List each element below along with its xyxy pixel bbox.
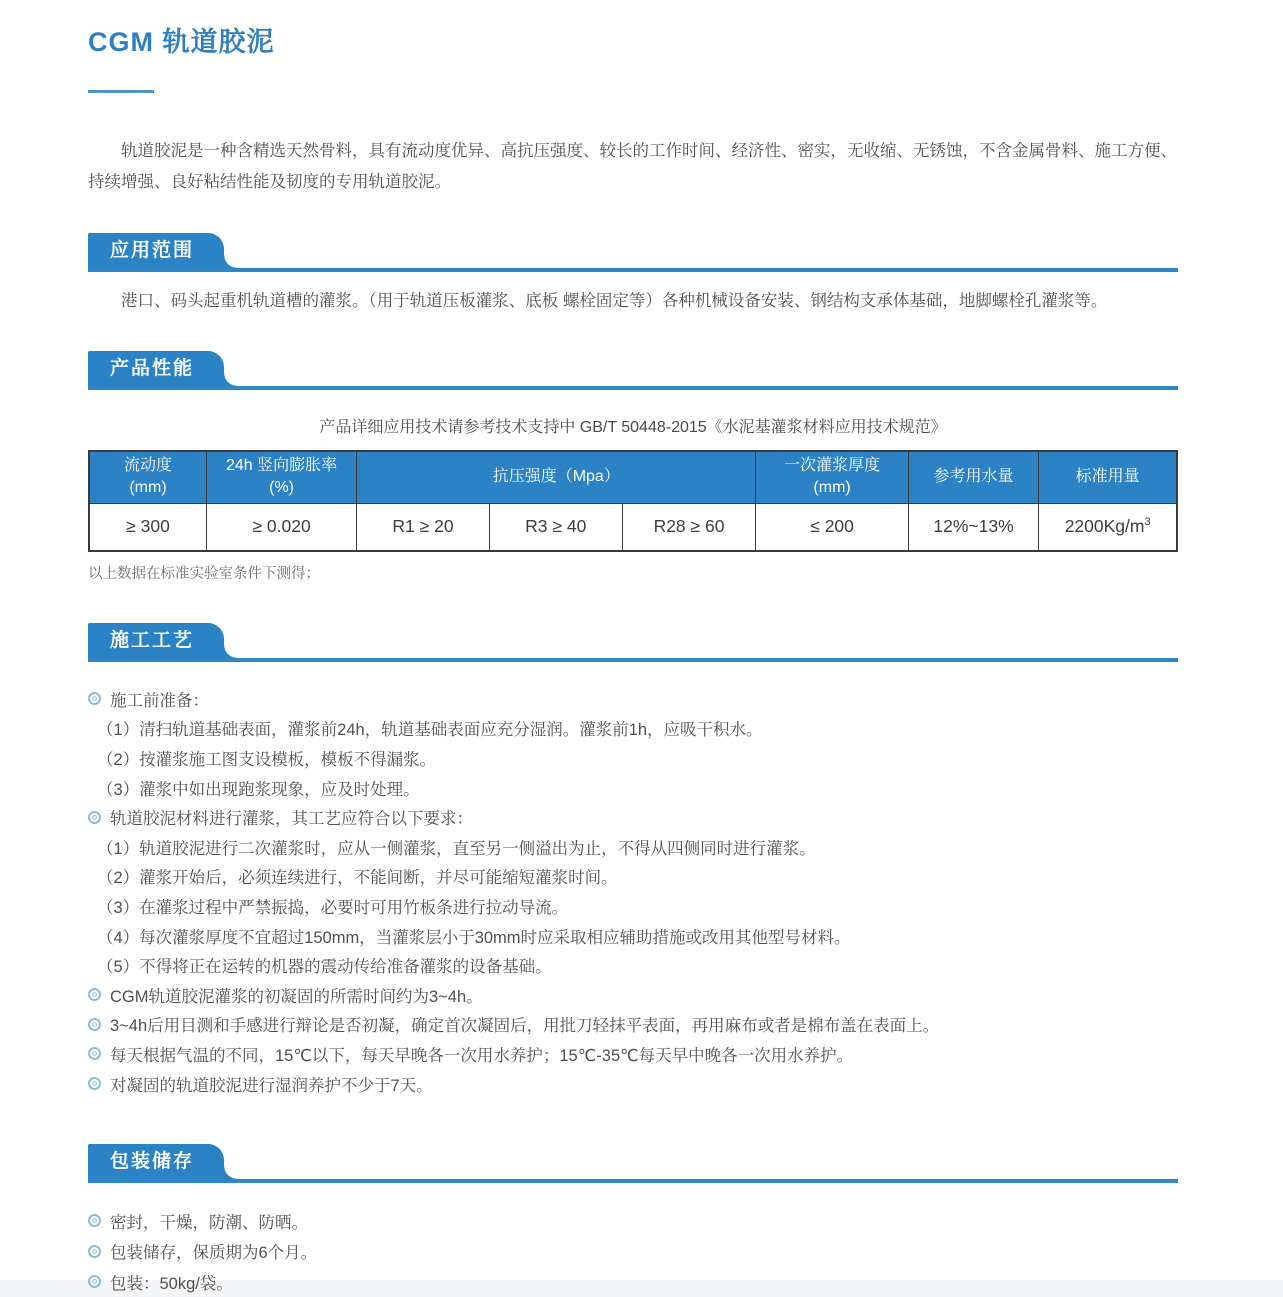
- ring-bullet-icon: [88, 1245, 101, 1258]
- performance-table: [88, 450, 1178, 552]
- col-header-standard-dosage: 标准用量: [1039, 451, 1177, 503]
- process-item-text: （5）不得将正在运转的机器的震动传给准备灌浆的设备基础。: [97, 958, 552, 977]
- process-list: [88, 684, 1178, 1098]
- table-row: [89, 503, 1177, 551]
- section-tab-packaging-label: 包装储存: [110, 1151, 195, 1173]
- process-item-text: 3~4h后用目测和手感进行辩论是否初凝，确定首次凝固后，用批刀轻抹平表面，再用麻布或者是棉布盖在表面上。: [110, 1017, 940, 1036]
- cell-strength-r1: R1 ≥ 20: [357, 503, 490, 551]
- process-item: [88, 743, 1178, 773]
- ring-bullet-icon: [88, 988, 101, 1001]
- ring-bullet-icon: [88, 1214, 101, 1227]
- process-item-text: （1）轨道胶泥进行二次灌浆时，应从一侧灌浆，直至另一侧溢出为止，不得从四侧同时进行灌浆。: [97, 839, 816, 858]
- packaging-item: [88, 1205, 1178, 1236]
- cell-strength-r3: R3 ≥ 40: [489, 503, 622, 551]
- cell-strength-r28: R28 ≥ 60: [622, 503, 756, 551]
- ring-bullet-icon: [88, 1275, 101, 1288]
- col-header-water-ratio: 参考用水量: [908, 451, 1039, 503]
- process-item-text: 施工前准备：: [110, 691, 209, 710]
- section-tab-process-label: 施工工艺: [110, 630, 195, 651]
- packaging-item-text: 密封，干燥，防潮、防晒。: [110, 1213, 308, 1232]
- cell-expansion: ≥ 0.020: [207, 503, 357, 551]
- cell-fluidity: ≥ 300: [89, 503, 207, 551]
- packaging-item-text: 包装储存，保质期为6个月。: [110, 1244, 318, 1263]
- col-header-fluidity: 流动度 (mm): [89, 451, 207, 503]
- section-tab-process: [88, 623, 224, 658]
- process-item: [88, 1069, 1178, 1099]
- ring-bullet-icon: [88, 692, 101, 705]
- page-title: CGM 轨道胶泥: [88, 27, 275, 57]
- process-item-text: （2）按灌浆施工图支设模板，模板不得漏浆。: [97, 750, 437, 769]
- title-underline: [88, 90, 154, 93]
- section-tab-application: [88, 233, 224, 268]
- process-item: [88, 802, 1178, 832]
- ring-bullet-icon: [88, 1018, 101, 1031]
- performance-table-header: [89, 451, 1177, 503]
- packaging-item: [88, 1266, 1178, 1297]
- section-header-application: [88, 233, 1178, 272]
- process-item-text: 每天根据气温的不同，15℃以下，每天早晚各一次用水养护；15℃-35℃每天早中晚各一次用水养护。: [110, 1046, 854, 1065]
- application-body-text: 港口、码头起重机轨道槽的灌浆。（用于轨道压板灌浆、底板 螺栓固定等）各种机械设备安装、钢结构支承体基础，地脚螺栓孔灌浆等。: [121, 292, 1108, 310]
- performance-table-body: [89, 503, 1177, 551]
- packaging-list: [88, 1205, 1178, 1297]
- section-header-packaging: [88, 1144, 1178, 1183]
- process-item-text: （4）每次灌浆厚度不宜超过150mm，当灌浆层小于30mm时应采取相应辅助措施或改用其他型号材料。: [97, 928, 851, 947]
- packaging-item-text: 包装：50kg/袋。: [110, 1274, 233, 1293]
- process-item: [88, 1039, 1178, 1069]
- process-item-text: CGM轨道胶泥灌浆的初凝固的所需时间约为3~4h。: [110, 987, 483, 1006]
- cell-standard-dosage: $2200Kg/m^3$: [1039, 503, 1177, 551]
- process-item: [88, 862, 1178, 892]
- process-item-text: （3）灌浆中如出现跑浆现象，应及时处理。: [97, 780, 420, 799]
- process-item-text: （1）清扫轨道基础表面，灌浆前24h，轨道基础表面应充分湿润。灌浆前1h，应吸干积水。: [97, 721, 763, 740]
- process-item-text: 轨道胶泥材料进行灌浆，其工艺应符合以下要求：: [110, 810, 473, 829]
- section-tab-performance-label: 产品性能: [110, 358, 195, 379]
- process-item: [88, 1010, 1178, 1040]
- process-item: [88, 950, 1178, 980]
- packaging-item: [88, 1236, 1178, 1267]
- process-item-text: （2）灌浆开始后，必须连续进行，不能间断，并尽可能缩短灌浆时间。: [97, 869, 618, 888]
- process-item: [88, 891, 1178, 921]
- process-item: [88, 773, 1178, 803]
- col-header-grout-thickness: 一次灌浆厚度 (mm): [756, 451, 908, 503]
- cell-water-ratio: 12%~13%: [908, 503, 1039, 551]
- section-tab-application-label: 应用范围: [110, 240, 195, 261]
- process-item-text: 对凝固的轨道胶泥进行湿润养护不少于7天。: [110, 1076, 433, 1095]
- col-header-expansion: 24h 竖向膨胀率 (%): [207, 451, 357, 503]
- col-header-compressive-strength: 抗压强度（Mpa）: [357, 451, 756, 503]
- performance-standard-note: 产品详细应用技术请参考技术支持中 GB/T 50448-2015《水泥基灌浆材料应用技术规范》: [319, 419, 947, 436]
- intro-paragraph: 轨道胶泥是一种含精选天然骨料，具有流动度优异、高抗压强度、较长的工作时间、经济性、密实，无收缩、无锈蚀，不含金属骨料、施工方便、持续增强、良好粘结性能及韧度的专用轨道胶泥。: [88, 142, 1177, 191]
- process-item: [88, 980, 1178, 1010]
- ring-bullet-icon: [88, 1047, 101, 1060]
- process-item: [88, 714, 1178, 744]
- table-footnote: 以上数据在标准实验室条件下测得；: [88, 566, 320, 582]
- section-header-performance: [88, 351, 1178, 390]
- process-item: [88, 921, 1178, 951]
- process-item: [88, 684, 1178, 714]
- ring-bullet-icon: [88, 1077, 101, 1090]
- section-tab-packaging: [88, 1144, 224, 1179]
- process-item: [88, 832, 1178, 862]
- ring-bullet-icon: [88, 811, 101, 824]
- section-tab-performance: [88, 351, 224, 386]
- section-header-process: [88, 623, 1178, 662]
- process-item-text: （3）在灌浆过程中严禁振捣，必要时可用竹板条进行拉动导流。: [97, 898, 569, 917]
- cell-thickness: ≤ 200: [756, 503, 908, 551]
